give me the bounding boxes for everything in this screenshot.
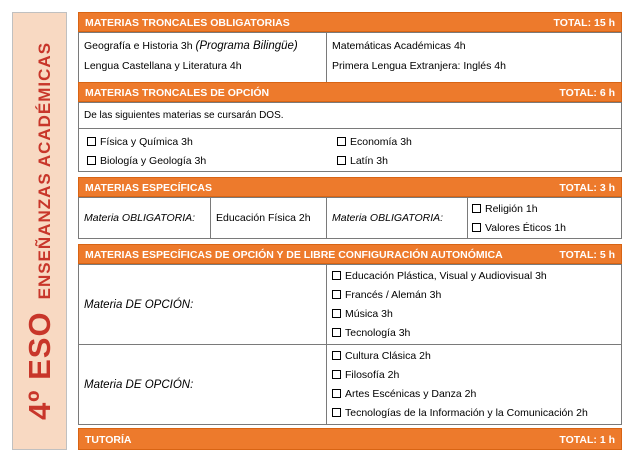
subject-text: Geografía e Historia 3h [84, 40, 193, 52]
subject-geografia [84, 40, 298, 52]
option-label: Tecnología 3h [345, 327, 411, 339]
selection-note: De las siguientes materias se cursarán DOS. [84, 110, 284, 121]
track-label: ENSEÑANZAS ACADÉMICAS [34, 41, 54, 300]
option-label: Tecnologías de la Información y la Comunicación 2h [345, 407, 588, 419]
option-label: Economía 3h [350, 136, 412, 148]
option-item [332, 407, 588, 419]
option-item [332, 270, 547, 282]
option-label: Religión 1h [485, 203, 538, 215]
checkbox-icon [87, 156, 96, 165]
subject-educacion-fisica: Educación Física 2h [216, 212, 311, 224]
subject-matematicas: Matemáticas Académicas 4h [332, 40, 466, 52]
section-header-especificas [78, 177, 622, 197]
section-total: TOTAL: 6 h [559, 87, 615, 99]
section-total: TOTAL: 3 h [559, 182, 615, 194]
option-label: Música 3h [345, 308, 393, 320]
opcion-label: Materia DE OPCIÓN: [84, 379, 194, 391]
checkbox-icon [332, 309, 341, 318]
option-item [332, 350, 431, 362]
option-item [332, 327, 410, 339]
section-total: TOTAL: 5 h [559, 249, 615, 261]
option-label: Artes Escénicas y Danza 2h [345, 388, 477, 400]
option-item [472, 203, 538, 215]
course-sidebar [12, 12, 67, 450]
option-item [332, 308, 393, 320]
checkbox-icon [87, 137, 96, 146]
checkbox-icon [332, 351, 341, 360]
section-header-troncales [78, 12, 622, 32]
checkbox-icon [332, 370, 341, 379]
option-label: Latín 3h [350, 155, 388, 167]
checkbox-icon [332, 271, 341, 280]
course-label: 4º ESO [21, 311, 57, 421]
checkbox-icon [472, 204, 481, 213]
section-header-tutoria [78, 428, 622, 450]
checkbox-icon [337, 137, 346, 146]
option-item [87, 155, 206, 167]
subject-ingles: Primera Lengua Extranjera: Inglés 4h [332, 60, 506, 72]
section-title: TUTORÍA [85, 434, 132, 446]
option-item [337, 136, 412, 148]
checkbox-icon [332, 328, 341, 337]
option-item [472, 222, 566, 234]
option-label: Cultura Clásica 2h [345, 350, 431, 362]
section-header-opcion [78, 82, 622, 102]
option-label: Filosofía 2h [345, 369, 400, 381]
libre-body [78, 264, 622, 425]
troncales-body [78, 32, 622, 87]
option-item [87, 136, 193, 148]
sidebar-title [22, 42, 58, 420]
subject-lengua: Lengua Castellana y Literatura 4h [84, 60, 242, 72]
section-header-libre [78, 244, 622, 264]
checkbox-icon [472, 223, 481, 232]
section-title: MATERIAS TRONCALES OBLIGATORIAS [85, 17, 290, 29]
program-note: (Programa Bilingüe) [195, 40, 298, 52]
section-title: MATERIAS ESPECÍFICAS DE OPCIÓN Y DE LIBRE CONFIGURACIÓN AUTONÓMICA [85, 249, 503, 261]
subjects-table [78, 12, 622, 450]
opcion-label: Materia DE OPCIÓN: [84, 299, 194, 311]
section-total: TOTAL: 15 h [553, 17, 615, 29]
checkbox-icon [332, 408, 341, 417]
section-title: MATERIAS ESPECÍFICAS [85, 182, 212, 194]
section-title: MATERIAS TRONCALES DE OPCIÓN [85, 87, 270, 99]
option-label: Valores Éticos 1h [485, 222, 566, 234]
option-item [332, 369, 399, 381]
option-label: Biología y Geología 3h [100, 155, 207, 167]
option-item [332, 388, 476, 400]
checkbox-icon [337, 156, 346, 165]
option-item [337, 155, 388, 167]
option-label: Educación Plástica, Visual y Audiovisual 3h [345, 270, 547, 282]
option-label: Francés / Alemán 3h [345, 289, 442, 301]
opcion-body [78, 102, 622, 172]
option-label: Física y Química 3h [100, 136, 193, 148]
option-item [332, 289, 441, 301]
checkbox-icon [332, 290, 341, 299]
obligatoria-label: Materia OBLIGATORIA: [332, 212, 444, 224]
checkbox-icon [332, 389, 341, 398]
especificas-body [78, 197, 622, 239]
section-total: TOTAL: 1 h [559, 434, 615, 446]
obligatoria-label: Materia OBLIGATORIA: [84, 212, 196, 224]
